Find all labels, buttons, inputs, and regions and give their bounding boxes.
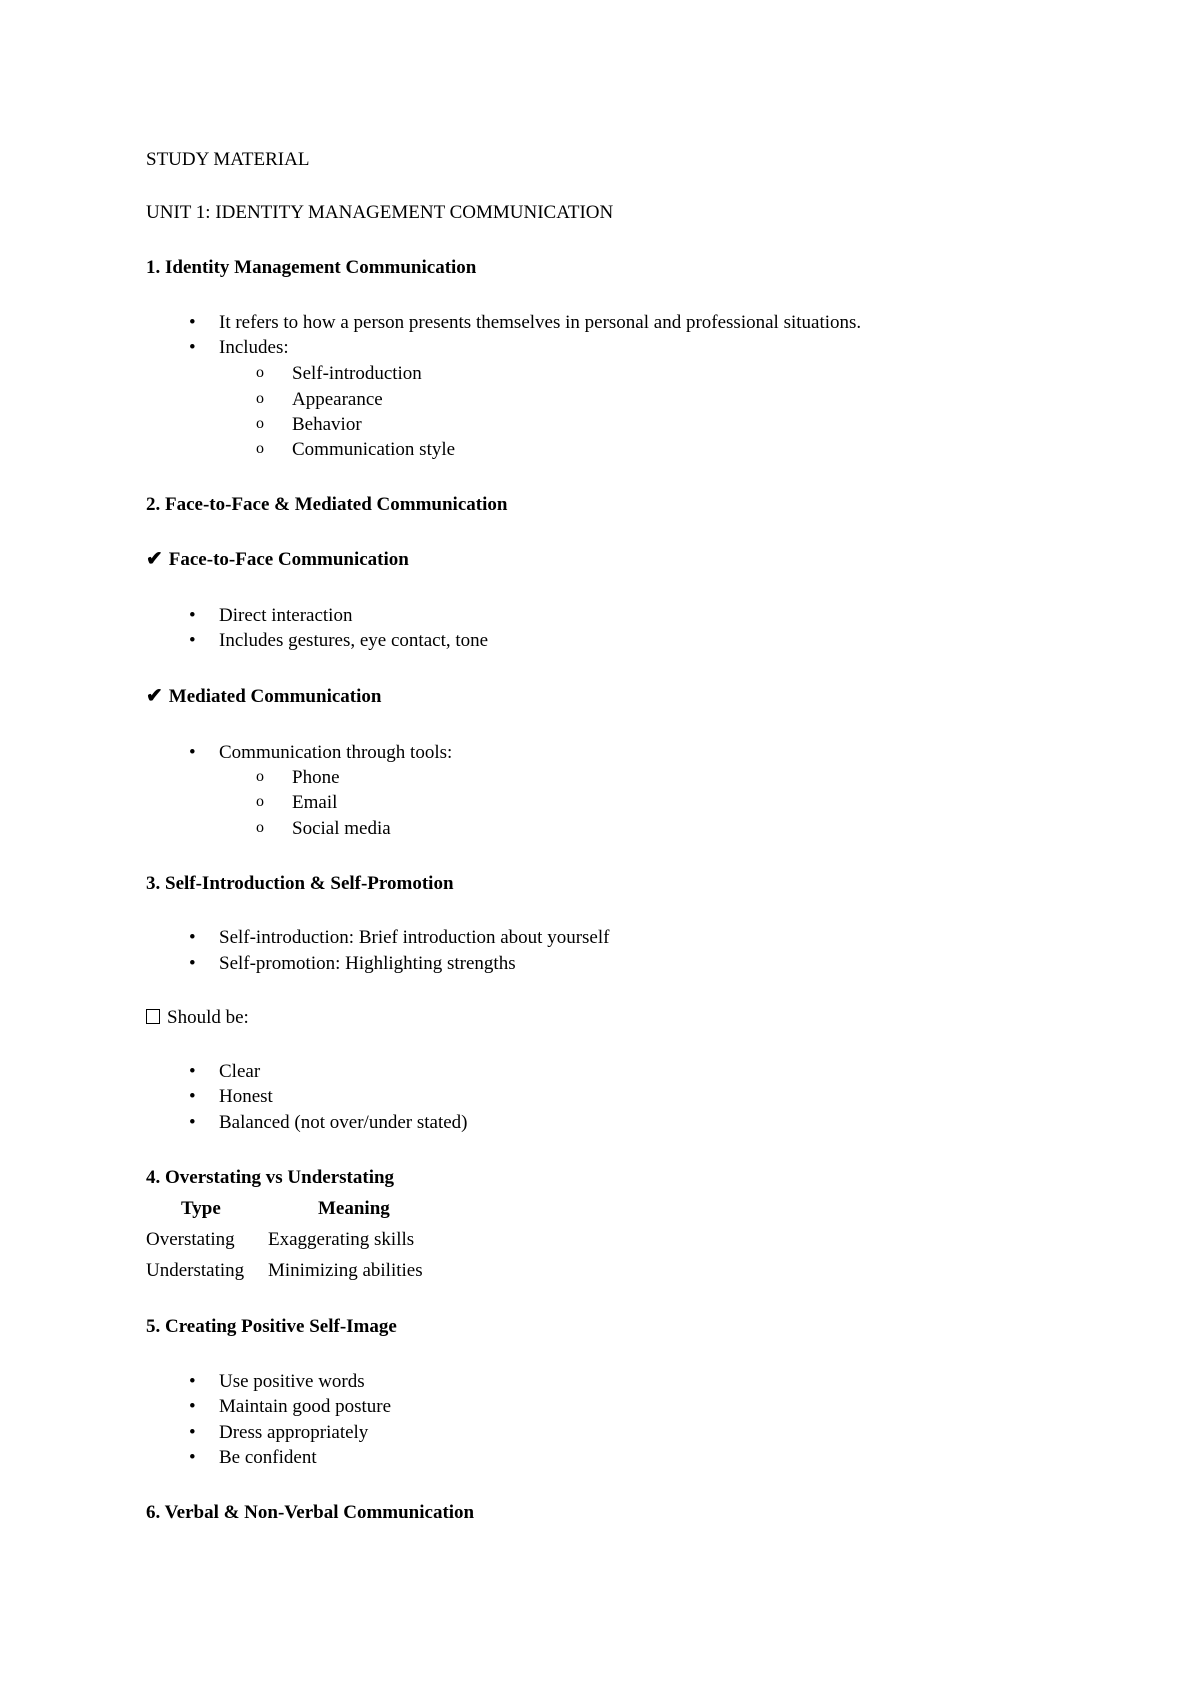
section-2-heading: 2. Face-to-Face & Mediated Communication [146,494,508,515]
check-icon: ✔ [146,548,163,570]
section-4-heading: 4. Overstating vs Understating [146,1167,395,1188]
sub-list-item: o Behavior [292,412,362,437]
check-icon: ✔ [146,685,163,707]
unit-title: UNIT 1: IDENTITY MANAGEMENT COMMUNICATION [146,202,614,223]
list-item: • Self-promotion: Highlighting strengths [219,951,516,976]
checkbox-glyph-icon [146,1009,160,1024]
section-6-heading: 6. Verbal & Non-Verbal Communication [146,1502,475,1523]
list-item: • Direct interaction [219,603,352,628]
list-item: • Balanced (not over/under stated) [219,1110,467,1135]
table-header-type: Type [181,1198,221,1219]
doc-title: STUDY MATERIAL [146,149,310,170]
list-item: • Dress appropriately [219,1420,368,1445]
list-item: • Use positive words [219,1369,365,1394]
list-item: • Communication through tools: [219,740,452,765]
sub-list-item: o Self-introduction [292,361,422,386]
list-item: • Includes: [219,335,289,360]
table-cell: Understating [146,1260,245,1281]
mediated-heading: ✔ Mediated Communication [146,685,382,707]
list-item: • Includes gestures, eye contact, tone [219,628,488,653]
sub-list-item: o Communication style [292,437,455,462]
table-cell: Minimizing abilities [268,1260,423,1281]
section-1-heading: 1. Identity Management Communication [146,257,477,278]
table-cell: Overstating [146,1229,235,1250]
list-item: • Self-introduction: Brief introduction about yourself [219,925,609,950]
list-item: • Maintain good posture [219,1394,391,1419]
section-5-heading: 5. Creating Positive Self-Image [146,1316,397,1337]
sub-list-item: o Appearance [292,387,383,412]
sub-list-item: o Social media [292,816,391,841]
table-header-meaning: Meaning [318,1198,390,1219]
face-to-face-heading: ✔ Face-to-Face Communication [146,548,409,570]
sub-list-item: o Email [292,790,337,815]
list-item: • Honest [219,1084,273,1109]
should-be-label: Should be: [146,1005,249,1030]
sub-list-item: o Phone [292,765,340,790]
section-3-heading: 3. Self-Introduction & Self-Promotion [146,873,454,894]
list-item: • Be confident [219,1445,317,1470]
table-cell: Exaggerating skills [268,1229,415,1250]
list-item: • Clear [219,1059,260,1084]
list-item: • It refers to how a person presents themselves in personal and professional situations. [219,310,861,335]
